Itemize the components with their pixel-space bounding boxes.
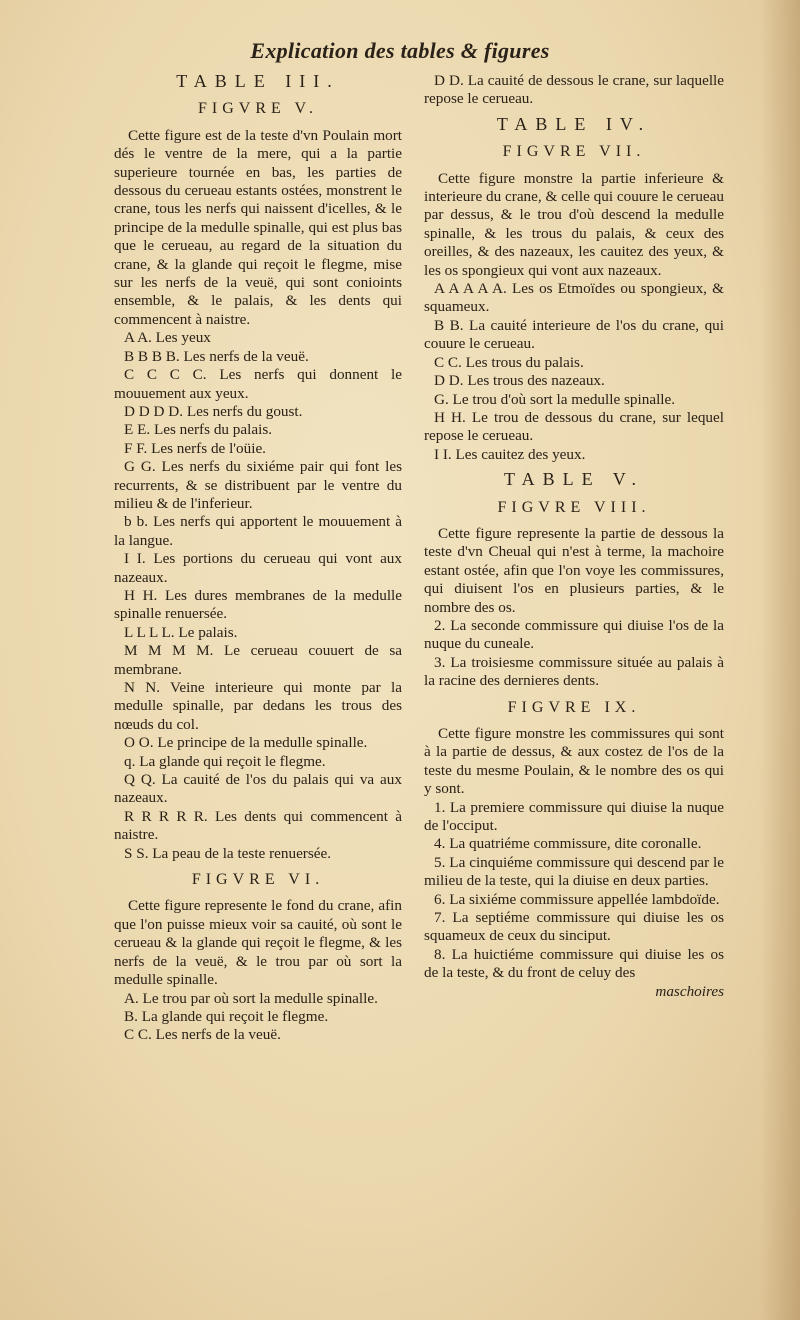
legend-item: I I. Les portions du cerueau qui vont aux nazeaux. [114, 550, 402, 586]
legend-item: 5. La cinquiéme commissure qui descend par le milieu de la teste, qui la diuise en deux parties. [424, 853, 724, 890]
table-heading: TABLE V. [504, 469, 644, 490]
figure-heading: FIGVRE VIII. [497, 498, 651, 516]
legend-item: 7. La septiéme commissure qui diuise les os squameux de ceux du sinciput. [424, 909, 724, 945]
legend-item: q. La glande qui reçoit le flegme. [124, 752, 326, 770]
description-paragraph: Cette figure est de la teste d'vn Poulain mort dés le ventre de la mere, qui a la partie superieure tournée en bas, les parties de dessous du cerueau estants ostées, monstrent le crane, tous les nerfs qui naissent d'icelles, & le principe de la medulle spinalle, qui est plus bas que le cerueau, au regard de la situation du crane, & la glande qui reçoit le flegme, mise sur les nerfs de la veuë, qui sont conioints ensemble, & le palais, & les dents qui commencent à naistre. [114, 126, 402, 328]
legend-item: B B. La cauité interieure de l'os du crane, qui couure le cerueau. [424, 316, 724, 353]
legend-item: D D. Les trous des nazeaux. [434, 372, 605, 390]
description-paragraph: Cette figure represente le fond du crane, afin que l'on puisse mieux voir sa cauité, où sont le cerueau & la glande qui reçoit le flegme, & les nerfs de la veuë, & le trou par où sort la medulle spinalle. [114, 897, 402, 989]
legend-item: b b. Les nerfs qui apportent le mouuement à la langue. [114, 513, 402, 549]
description-paragraph: Cette figure monstre la partie inferieure & interieure du crane, & celle qui couure le cerueau par dessus, & le trou d'où descend la medulle spinalle, & les trous du palais, & ceux des oreilles, & des nazeaux, les cauitez des yeux, & les os spongieux qui vont aux nazeaux. [424, 169, 724, 279]
legend-item: Q Q. La cauité de l'os du palais qui va aux nazeaux. [114, 771, 402, 807]
description-paragraph: Cette figure represente la partie de dessous la teste d'vn Cheual qui n'est à terme, la machoire estant ostée, afin que l'on voye les commissures, qui diuisent l'os en plusieurs parties, & le nombre des os. [424, 524, 724, 616]
legend-item: 8. La huictiéme commissure qui diuise les os de la teste, & du front de celuy des [424, 945, 724, 982]
table-heading: TABLE IV. [496, 113, 652, 134]
figure-heading: FIGVRE V. [198, 100, 318, 118]
figure-heading: FIGVRE VII. [502, 143, 646, 161]
legend-item: G G. Les nerfs du sixiéme pair qui font les recurrents, & se distribuent par le ventre du milieu & de l'inferieur. [114, 458, 402, 512]
page-edge-shadow [760, 0, 800, 1320]
left-column [114, 72, 402, 1045]
legend-item: G. Le trou d'où sort la medulle spinalle. [434, 390, 676, 408]
legend-item: C C C C. Les nerfs qui donnent le mouuement aux yeux. [114, 366, 402, 402]
legend-item: A A A A A. Les os Etmoïdes ou spongieux, & squameux. [424, 280, 724, 316]
legend-item: B. La glande qui reçoit le flegme. [124, 1007, 329, 1025]
legend-item: M M M M. Le cerueau couuert de sa membrane. [114, 642, 402, 678]
legend-item: C C. Les nerfs de la veuë. [124, 1026, 281, 1044]
legend-item: E E. Les nerfs du palais. [124, 421, 273, 439]
table-heading: TABLE III. [176, 71, 340, 91]
legend-item: D D. La cauité de dessous le crane, sur laquelle repose le cerueau. [424, 72, 724, 108]
legend-item: I I. Les cauitez des yeux. [434, 445, 586, 463]
legend-item: A A. Les yeux [124, 329, 211, 347]
legend-item: O O. Le principe de la medulle spinalle. [124, 734, 368, 752]
legend-item: F F. Les nerfs de l'oüie. [124, 439, 266, 457]
legend-item: 2. La seconde commissure qui diuise l'os de la nuque du cuneale. [424, 616, 724, 653]
legend-item: C C. Les trous du palais. [434, 353, 584, 371]
legend-item: N N. Veine interieure qui monte par la medulle spinalle, par dedans les trous des nœuds du col. [114, 679, 402, 733]
legend-item: 1. La premiere commissure qui diuise la nuque de l'occiput. [424, 798, 724, 835]
legend-item: 3. La troisiesme commissure située au palais à la racine des dernieres dents. [424, 653, 724, 690]
legend-item: R R R R R. Les dents qui commencent à naistre. [114, 807, 402, 844]
legend-item: L L L L. Le palais. [124, 623, 238, 641]
catchword: maschoires [655, 982, 724, 1000]
legend-item: A. Le trou par où sort la medulle spinalle. [124, 989, 378, 1007]
legend-item: 6. La sixiéme commissure appellée lambdoïde. [434, 890, 720, 908]
legend-item: D D D D. Les nerfs du goust. [124, 402, 303, 420]
legend-item: H H. Les dures membranes de la medulle spinalle renuersée. [114, 586, 402, 623]
legend-item: H H. Le trou de dessous du crane, sur lequel repose le cerueau. [424, 408, 724, 445]
figure-heading: FIGVRE IX. [507, 698, 641, 716]
figure-heading: FIGVRE VI. [191, 871, 325, 889]
description-paragraph: Cette figure monstre les commissures qui sont à la partie de dessus, & aux costez de l'os de la teste du mesme Poulain, & le nombre des os qui y sont. [424, 725, 724, 798]
right-column [424, 72, 724, 1001]
running-header: Explication des tables & figures [250, 38, 550, 63]
legend-item: S S. La peau de la teste renuersée. [124, 844, 332, 862]
legend-item: 4. La quatriéme commissure, dite coronalle. [434, 835, 702, 853]
legend-item: B B B B. Les nerfs de la veuë. [124, 347, 309, 365]
